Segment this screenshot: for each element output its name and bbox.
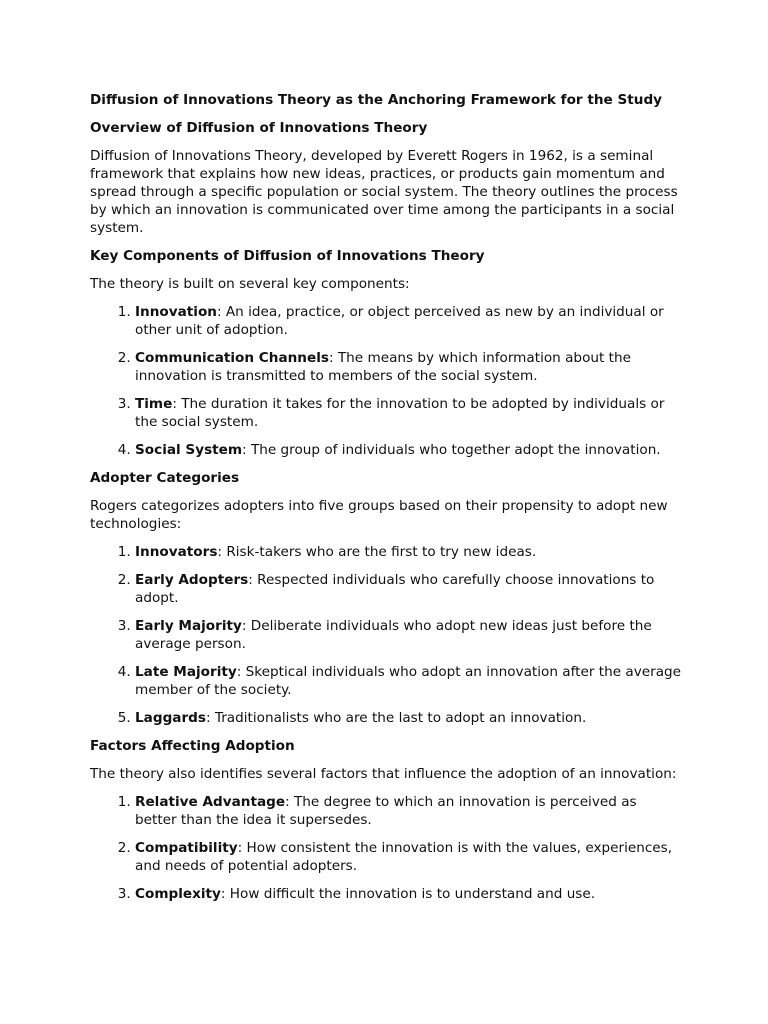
list-item-term: Compatibility (135, 840, 238, 856)
list-item-desc: : Skeptical individuals who adopt an innovation after the average member of the society. (135, 664, 682, 698)
factors-intro: The theory also identifies several factors that influence the adoption of an innovation: (90, 766, 677, 782)
list-item (135, 709, 682, 727)
list-item-desc: : Risk-takers who are the first to try new ideas. (217, 544, 537, 560)
list-item (135, 617, 682, 653)
list-item-term: Early Adopters (135, 572, 249, 588)
list-item-desc: : The duration it takes for the innovation to be adopted by individuals or the social system. (135, 396, 665, 430)
list-item (135, 885, 682, 903)
document-page (90, 91, 682, 913)
factors-heading: Factors Affecting Adoption (90, 738, 295, 754)
list-item (135, 839, 682, 875)
list-item (135, 793, 682, 829)
adopters-intro: Rogers categorizes adopters into five groups based on their propensity to adopt new technologies: (90, 498, 668, 532)
document-title: Diffusion of Innovations Theory as the Anchoring Framework for the Study (90, 92, 663, 108)
list-item-term: Laggards (135, 710, 206, 726)
list-item (135, 663, 682, 699)
components-heading: Key Components of Diffusion of Innovations Theory (90, 248, 485, 264)
list-item-desc: : Respected individuals who carefully choose innovations to adopt. (135, 572, 655, 606)
factors-list (90, 793, 682, 903)
list-item-desc: : Deliberate individuals who adopt new ideas just before the average person. (135, 618, 652, 652)
list-item-term: Early Majority (135, 618, 242, 634)
list-item (135, 441, 682, 459)
list-item-term: Innovation (135, 304, 217, 320)
list-item-desc: : An idea, practice, or object perceived as new by an individual or other unit of adoption. (135, 304, 664, 338)
components-intro: The theory is built on several key components: (90, 276, 410, 292)
list-item-term: Relative Advantage (135, 794, 286, 810)
list-item-desc: : How difficult the innovation is to understand and use. (220, 886, 596, 902)
adopters-heading: Adopter Categories (90, 470, 240, 486)
list-item (135, 571, 682, 607)
list-item (135, 543, 682, 561)
list-item-term: Late Majority (135, 664, 237, 680)
list-item-desc: : The degree to which an innovation is perceived as better than the idea it supersedes. (135, 794, 637, 828)
list-item-desc: : Traditionalists who are the last to adopt an innovation. (206, 710, 587, 726)
components-list (90, 303, 682, 459)
overview-heading: Overview of Diffusion of Innovations Theory (90, 120, 428, 136)
list-item (135, 303, 682, 339)
list-item (135, 349, 682, 385)
overview-paragraph: Diffusion of Innovations Theory, developed by Everett Rogers in 1962, is a seminal framework that explains how new ideas, practices, or products gain momentum and spread through a specific population or social system. The theory outlines the process by which an innovation is communicated over time among the participants in a social system. (90, 148, 678, 236)
list-item-term: Communication Channels (135, 350, 329, 366)
list-item-term: Innovators (135, 544, 218, 560)
list-item-desc: : The group of individuals who together adopt the innovation. (242, 442, 661, 458)
list-item-term: Social System (135, 442, 243, 458)
list-item-desc: : The means by which information about the innovation is transmitted to members of the social system. (135, 350, 631, 384)
adopters-list (90, 543, 682, 727)
list-item-term: Time (135, 396, 173, 412)
list-item (135, 395, 682, 431)
list-item-term: Complexity (135, 886, 221, 902)
list-item-desc: : How consistent the innovation is with the values, experiences, and needs of potential adopters. (135, 840, 673, 874)
